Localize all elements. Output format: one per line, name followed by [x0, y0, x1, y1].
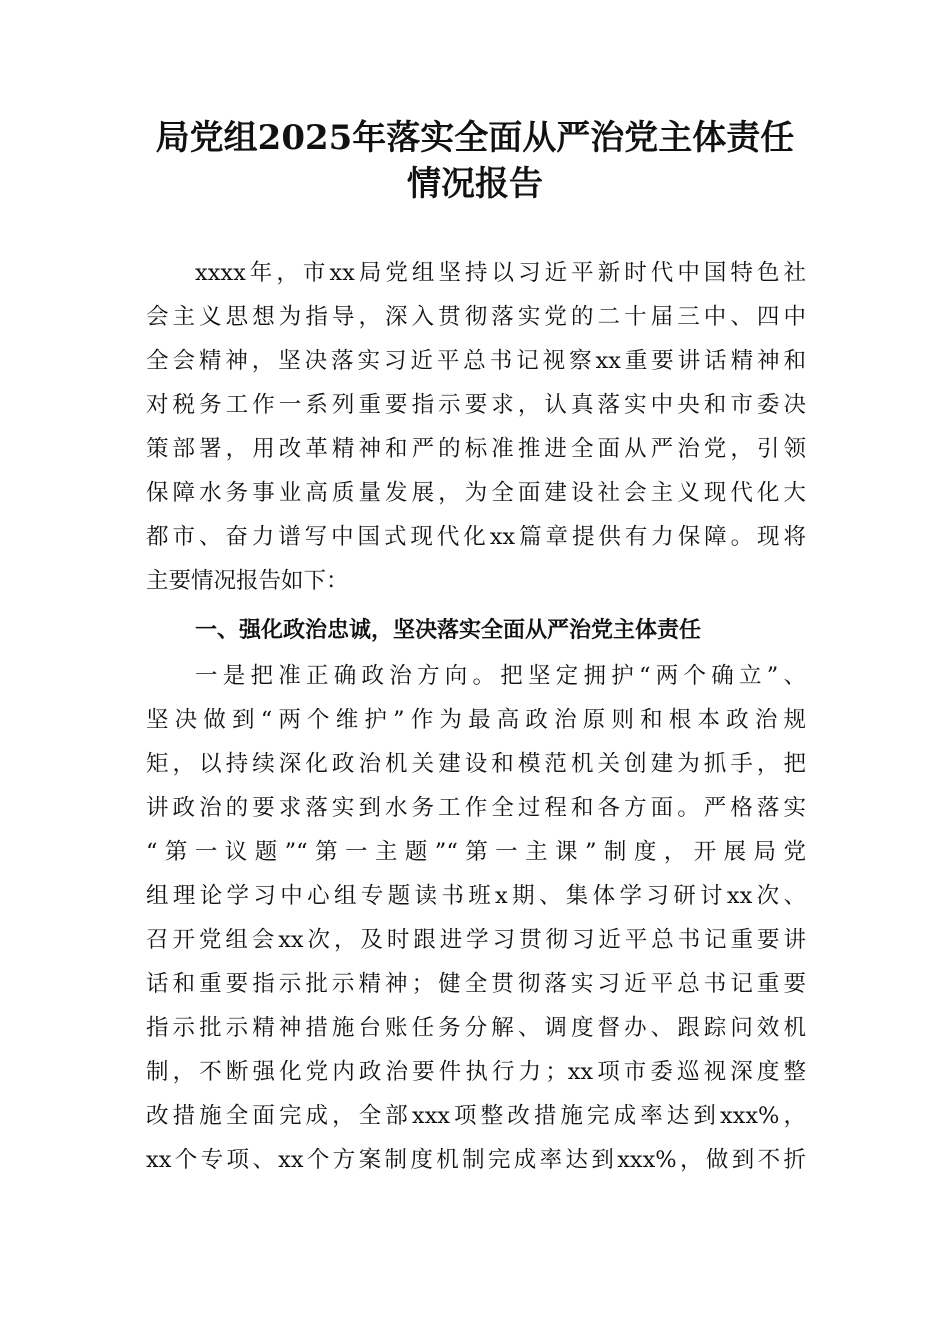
section-1-paragraph-line: 一是把准正确政治方向。把坚定拥护“两个确立”、	[195, 663, 806, 689]
intro-paragraph-line: 策部署，用改革精神和严的标准推进全面从严治党，引领	[146, 436, 806, 462]
intro-paragraph-line: 会主义思想为指导，深入贯彻落实党的二十届三中、四中	[146, 304, 806, 330]
section-1-paragraph-line: 召开党组会xx次，及时跟进学习贯彻习近平总书记重要讲	[146, 927, 806, 953]
section-1-paragraph-line: “第一议题”“第一主题”“第一主课”制度，开展局党	[146, 839, 806, 865]
section-1-paragraph-line: 组理论学习中心组专题读书班x期、集体学习研讨xx次、	[146, 883, 806, 909]
section-1-paragraph-line: 坚决做到“两个维护”作为最高政治原则和根本政治规	[146, 707, 806, 733]
section-1-heading: 一、强化政治忠诚，坚决落实全面从严治党主体责任	[195, 618, 702, 643]
section-1-paragraph-line: 制，不断强化党内政治要件执行力；xx项市委巡视深度整	[146, 1059, 806, 1085]
intro-paragraph-line: 都市、奋力谱写中国式现代化xx篇章提供有力保障。现将	[146, 524, 806, 550]
section-1-paragraph-line: xx个专项、xx个方案制度机制完成率达到xxx%，做到不折	[146, 1147, 806, 1173]
section-1-paragraph-line: 指示批示精神措施台账任务分解、调度督办、跟踪问效机	[146, 1015, 806, 1041]
intro-paragraph-line: 主要情况报告如下：	[146, 568, 349, 594]
intro-paragraph-line: 全会精神，坚决落实习近平总书记视察xx重要讲话精神和	[146, 348, 806, 374]
document-title-line-1: 局党组2025年落实全面从严治党主体责任	[155, 118, 795, 158]
document-title-line-2: 情况报告	[407, 164, 543, 204]
intro-paragraph-line: 对税务工作一系列重要指示要求，认真落实中央和市委决	[146, 392, 806, 418]
section-1-paragraph-line: 矩，以持续深化政治机关建设和模范机关创建为抓手，把	[146, 751, 806, 777]
section-1-paragraph-line: 讲政治的要求落实到水务工作全过程和各方面。严格落实	[146, 795, 806, 821]
intro-paragraph-line: xxxx年，市xx局党组坚持以习近平新时代中国特色社	[195, 260, 806, 286]
section-1-paragraph-line: 话和重要指示批示精神；健全贯彻落实习近平总书记重要	[146, 971, 806, 997]
intro-paragraph-line: 保障水务事业高质量发展，为全面建设社会主义现代化大	[146, 480, 806, 506]
section-1-paragraph-line: 改措施全面完成，全部xxx项整改措施完成率达到xxx%，	[146, 1103, 806, 1129]
